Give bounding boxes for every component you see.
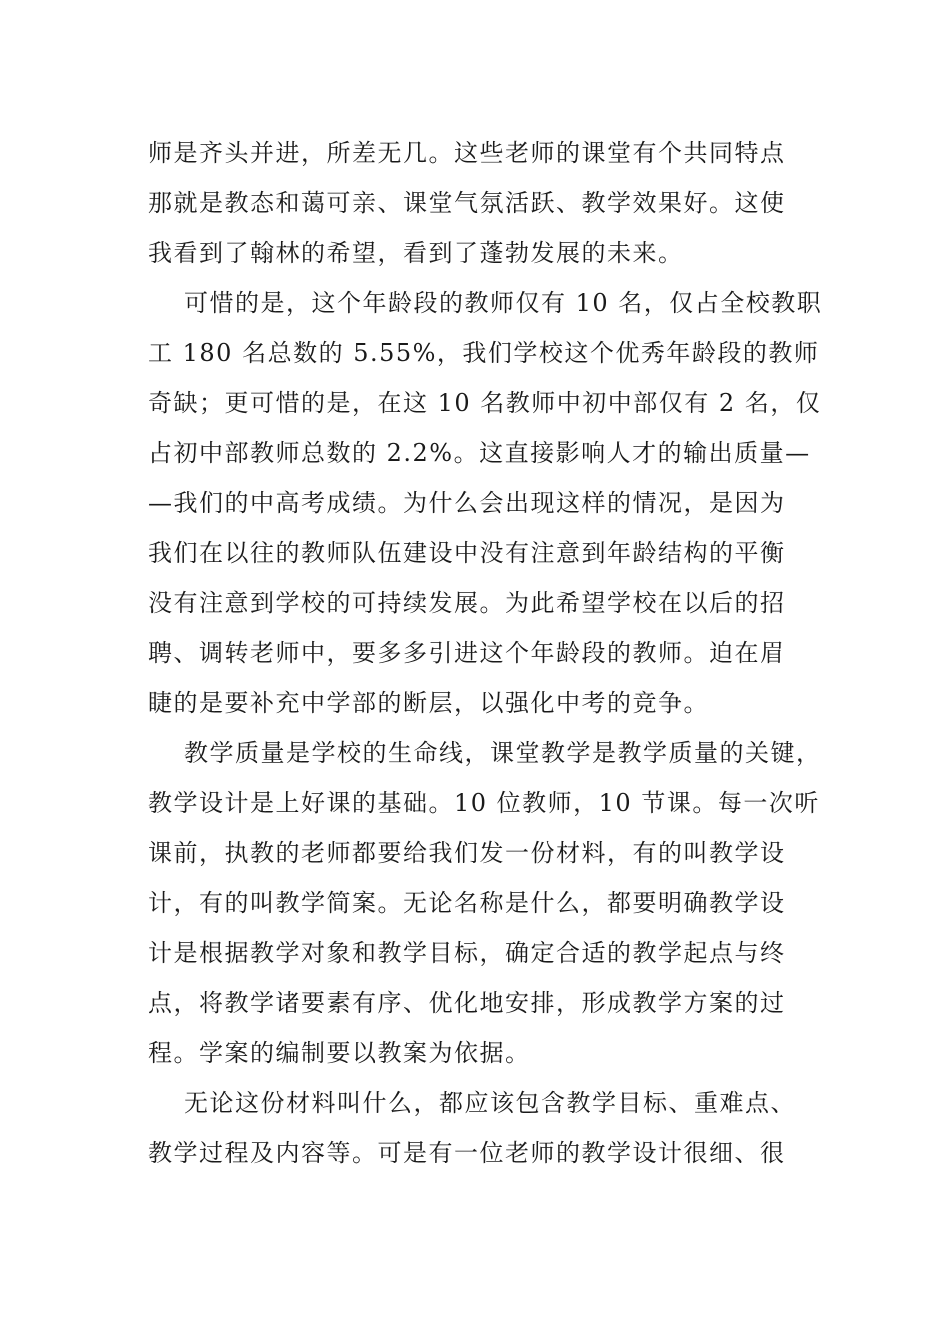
paragraph-4 [148,1078,828,1178]
text-line: 点，将教学诸要素有序、优化地安排，形成教学方案的过 [148,989,786,1017]
body-text [148,128,828,1178]
paragraph-1 [148,128,828,278]
text-line: 奇缺；更可惜的是，在这 10 名教师中初中部仅有 2 名，仅 [148,389,822,417]
paragraph-3 [148,728,828,1078]
paragraph-2 [148,278,828,728]
text-line: 师是齐头并进，所差无几。这些老师的课堂有个共同特点 [148,139,786,167]
text-line: 我们在以往的教师队伍建设中没有注意到年龄结构的平衡 [148,539,786,567]
text-line: 没有注意到学校的可持续发展。为此希望学校在以后的招 [148,589,786,617]
text-line: 程。学案的编制要以教案为依据。 [148,1039,531,1067]
text-line: 教学质量是学校的生命线，课堂教学是教学质量的关键， [184,739,822,767]
text-line: —我们的中高考成绩。为什么会出现这样的情况，是因为 [148,489,786,517]
text-line: 睫的是要补充中学部的断层，以强化中考的竞争。 [148,689,709,717]
text-line: 课前，执教的老师都要给我们发一份材料，有的叫教学设 [148,839,786,867]
text-line: 占初中部教师总数的 2.2%。这直接影响人才的输出质量— [148,439,811,467]
text-line: 教学过程及内容等。可是有一位老师的教学设计很细、很 [148,1139,786,1167]
text-line: 计是根据教学对象和教学目标，确定合适的教学起点与终 [148,939,786,967]
text-line: 那就是教态和蔼可亲、课堂气氛活跃、教学效果好。这使 [148,189,786,217]
text-line: 无论这份材料叫什么，都应该包含教学目标、重难点、 [184,1089,796,1117]
text-line: 聘、调转老师中，要多多引进这个年龄段的教师。迫在眉 [148,639,786,667]
text-line: 可惜的是，这个年龄段的教师仅有 10 名，仅占全校教职 [184,289,823,317]
text-line: 计，有的叫教学简案。无论名称是什么，都要明确教学设 [148,889,786,917]
text-line: 教学设计是上好课的基础。10 位教师，10 节课。每一次听 [148,789,820,817]
text-line: 工 180 名总数的 5.55%，我们学校这个优秀年龄段的教师 [148,339,820,367]
text-line: 我看到了翰林的希望，看到了蓬勃发展的未来。 [148,239,684,267]
